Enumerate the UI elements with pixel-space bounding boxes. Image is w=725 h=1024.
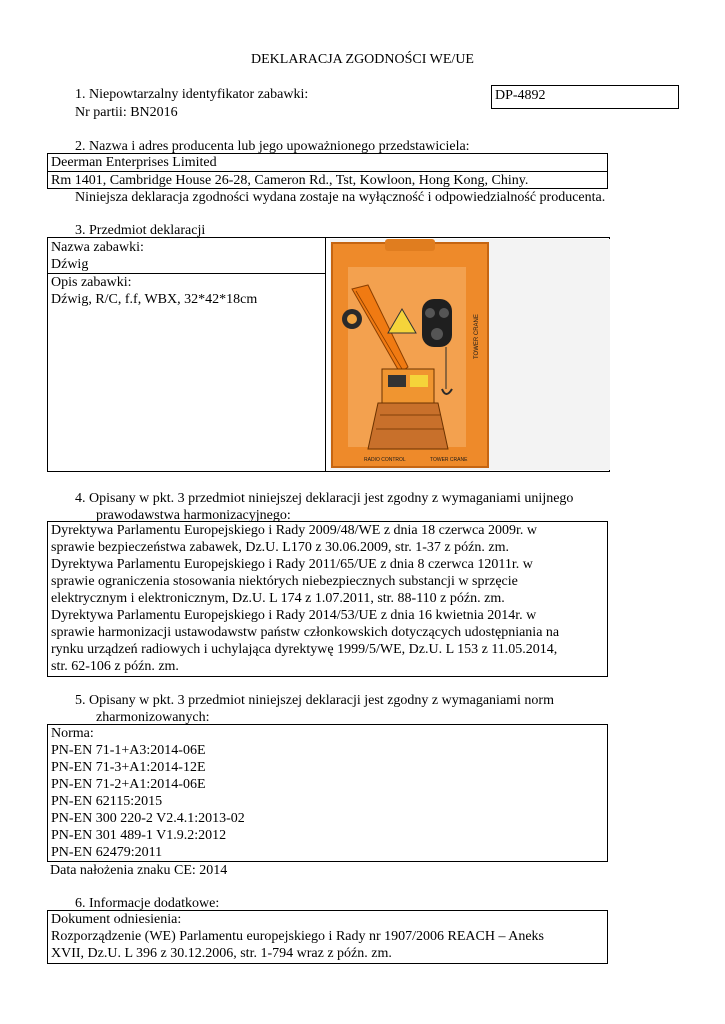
section-4-heading-line1: 4. Opisany w pkt. 3 przedmiot niniejszej deklaracji jest zgodny z wymaganiami unijnego [75,491,574,506]
directives-box [47,521,608,677]
standard-item: PN-EN 300 220-2 V2.4.1:2013-02 [51,811,245,826]
directive-line: rynku urządzeń radiowych i uchylająca dyrektywę 1999/5/WE, Dz.U. L 153 z 11.05.2014, [51,642,558,657]
reference-line: XVII, Dz.U. L 396 z 30.12.2006, str. 1-794 wraz z późn. zm. [51,946,392,961]
package-bottom-text-right: TOWER CRANE [430,457,468,463]
directive-line: Dyrektywa Parlamentu Europejskiego i Rady 2011/65/UE z dnia 8 czerwca 12011r. w [51,557,533,572]
standard-item: PN-EN 71-3+A1:2014-12E [51,760,206,775]
section-3-heading: 3. Przedmiot deklaracji [75,223,206,238]
toy-description-label: Opis zabawki: [51,275,132,290]
directive-line: str. 62-106 z późn. zm. [51,659,179,674]
standard-item: PN-EN 71-2+A1:2014-06E [51,777,206,792]
toy-name-value: Dźwig [51,257,89,272]
directive-line: Dyrektywa Parlamentu Europejskiego i Rady 2014/53/UE z dnia 16 kwietnia 2014r. w [51,608,537,623]
package-side-text: TOWER CRANE [474,314,480,359]
batch-number: Nr partii: BN2016 [75,105,178,120]
document-title: DEKLARACJA ZGODNOŚCI WE/UE [251,52,474,67]
directive-line: Dyrektywa Parlamentu Europejskiego i Rady 2009/48/WE z dnia 18 czerwca 2009r. w [51,523,537,538]
reference-line: Rozporządzenie (WE) Parlamentu europejskiego i Rady nr 1907/2006 REACH – Aneks [51,929,544,944]
toy-name-label: Nazwa zabawki: [51,240,144,255]
directive-line: elektrycznym i elektronicznym, Dz.U. L 174 z 1.07.2011, str. 88-110 z późn. zm. [51,591,505,606]
section-5-heading-line1: 5. Opisany w pkt. 3 przedmiot niniejszej deklaracji jest zgodny z wymaganiami norm [75,693,554,708]
package-bottom-text-left: RADIO CONTROL [364,457,406,463]
standard-item: PN-EN 301 489-1 V1.9.2:2012 [51,828,227,843]
identifier-value: DP-4892 [495,88,546,103]
section-2-heading: 2. Nazwa i adres producenta lub jego upoważnionego przedstawiciela: [75,139,470,154]
standard-item: PN-EN 62479:2011 [51,845,163,860]
producer-address: Rm 1401, Cambridge House 26-28, Cameron Rd., Tst, Kowloon, Hong Kong, Chiny. [51,173,529,188]
producer-box [47,153,608,189]
responsibility-note: Niniejsza deklaracja zgodności wydana zostaje na wyłączność i odpowiedzialność producenta. [75,190,606,205]
toy-description-value: Dźwig, R/C, f.f, WBX, 32*42*18cm [51,292,258,307]
ce-mark-date: Data nałożenia znaku CE: 2014 [50,863,228,878]
standard-item: PN-EN 71-1+A3:2014-06E [51,743,206,758]
identifier-box [491,85,679,109]
directive-line: sprawie harmonizacji ustawodawstw państw członkowskich dotyczących udostępniania na [51,625,560,640]
section-5-heading-line2: zharmonizowanych: [96,710,210,725]
section-1-heading: 1. Niepowtarzalny identyfikator zabawki: [75,87,309,102]
standard-item: PN-EN 62115:2015 [51,794,163,809]
reference-label: Dokument odniesienia: [51,912,182,927]
toy-photo [330,239,610,470]
standards-box [47,724,608,862]
producer-name: Deerman Enterprises Limited [51,155,217,170]
standards-label: Norma: [51,726,94,741]
directive-line: sprawie bezpieczeństwa zabawek, Dz.U. L170 z 30.06.2009, str. 1-37 z późn. zm. [51,540,509,555]
subject-table [47,237,610,472]
section-6-heading: 6. Informacje dodatkowe: [75,896,220,911]
toy-package-image [330,239,610,470]
additional-info-box [47,910,608,964]
section-4-heading-line2: prawodawstwa harmonizacyjnego: [96,508,291,523]
directive-line: sprawie ograniczenia stosowania niektórych niebezpiecznych substancji w sprzęcie [51,574,518,589]
